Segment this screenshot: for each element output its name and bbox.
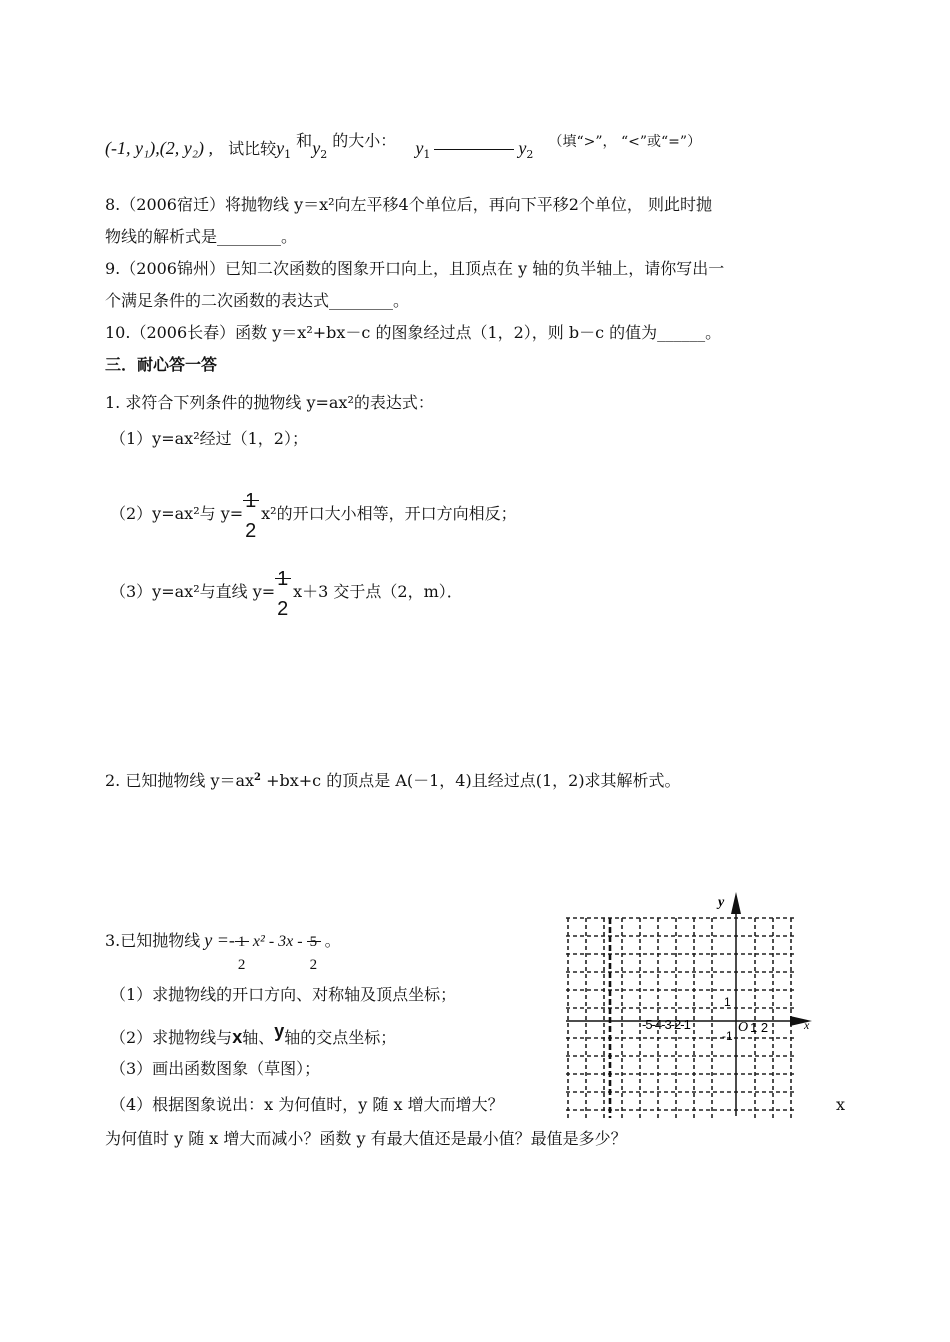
q7-size: 的大小：	[332, 131, 397, 150]
fraction-denominator: 2	[277, 597, 289, 620]
fraction-one-half	[243, 471, 259, 542]
p1-title: 1. 求符合下列条件的抛物线 y=ax²的表达式：	[105, 393, 434, 412]
q7-y2-sub: 2	[320, 148, 328, 161]
p2-post: +bx+c 的顶点是 A(－1，4)且经过点(1，2)求其解析式。	[261, 771, 681, 790]
p3-sub-2	[110, 1020, 396, 1049]
q7-answer-y1-sub: 1	[423, 148, 431, 161]
p3-sub-5: 为何值时 y 随 x 增大而减小？函数 y 有最大值还是最小值？最值是多少？	[105, 1129, 627, 1148]
p1-part-b-post: x²的开口大小相等，开口方向相反；	[261, 504, 517, 523]
p3-eq-lhs: y =-	[204, 930, 235, 950]
p1-part-b	[110, 470, 517, 542]
p3-title-pre: 3.已知抛物线	[105, 931, 201, 950]
y-axis-arrow-icon	[731, 892, 741, 914]
section-heading: 三．耐心答一答	[105, 355, 218, 374]
p3-fraction-2	[307, 920, 321, 973]
p3-sub-2-y: y	[274, 1021, 285, 1041]
p3-sub-2-mid: 轴、	[242, 1028, 275, 1047]
p3-eq-mid: x² - 3x -	[252, 933, 303, 950]
p2-line	[105, 770, 681, 792]
q8-line1: 8.（2006宿迁）将抛物线 y＝x²向左平移4个单位后，再向下平移2个单位， 则此时抛	[105, 195, 712, 214]
fraction-denominator: 2	[245, 519, 257, 542]
q7-compare: 试比较	[228, 139, 277, 158]
q7-y1: y	[276, 138, 285, 158]
p3-eq-end: 。	[324, 931, 341, 950]
p3-title	[105, 918, 341, 973]
q7-and: 和	[296, 131, 313, 150]
p3-sub-1: （1）求抛物线的开口方向、对称轴及顶点坐标；	[110, 985, 457, 1004]
grid-tick-neg-one: -1	[722, 1029, 733, 1043]
p3-f1-den: 2	[237, 956, 246, 973]
p3-sub-2-x: x	[232, 1027, 243, 1047]
q9-line2: 个满足条件的二次函数的表达式________。	[105, 291, 410, 310]
q7-y2: y	[312, 138, 321, 158]
q7-answer-y1: y	[415, 138, 424, 158]
fraction-numerator: 1	[245, 489, 257, 512]
p2-pre: 2. 已知抛物线 y＝ax	[105, 771, 255, 790]
q7-points: (-1, y₁),(2, y₂) ,	[105, 138, 213, 158]
fraction-numerator: 1	[277, 567, 289, 590]
p3-f2-den: 2	[309, 956, 318, 973]
q7-answer-y2-sub: 2	[526, 148, 534, 161]
p3-sub-2-post: 轴的交点坐标；	[284, 1028, 397, 1047]
grid-y-label: y	[718, 895, 725, 910]
grid-negative-ticks: -5-4-3-2-1	[642, 1017, 690, 1032]
q8-line2: 物线的解析式是________。	[105, 227, 298, 246]
p1-part-c	[110, 548, 463, 620]
p1-part-c-post: x＋3 交于点（2，m）．	[293, 582, 463, 601]
q10-line: 10.（2006长春）函数 y＝x²+bx－c 的图象经过点（1，2），则 b－c 的值为______。	[105, 323, 722, 342]
q7-answer-y2: y	[518, 138, 527, 158]
p3-fraction-1	[235, 920, 249, 973]
p3-sub-4-x: x	[836, 1095, 846, 1114]
q7-y1-sub: 1	[284, 148, 292, 161]
q7-answer-blank[interactable]	[434, 137, 514, 150]
p2-exponent: 2	[254, 772, 262, 783]
p3-sub-3: （3）画出函数图象（草图）；	[110, 1059, 321, 1078]
q9-line1: 9.（2006锦州）已知二次函数的图象开口向上，且顶点在 y 轴的负半轴上，请你写出一	[105, 259, 725, 278]
grid-tick-one: 1	[724, 995, 731, 1009]
p3-f2-num: 5	[309, 933, 318, 950]
p1-part-c-pre: （3）y=ax²与直线 y=	[110, 582, 276, 601]
grid-x-label: x	[804, 1018, 810, 1032]
p1-part-b-pre: （2）y=ax²与 y=	[110, 504, 244, 523]
p3-f1-num: 1	[237, 933, 246, 950]
grid-positive-ticks: 1 2	[750, 1020, 769, 1035]
grid-origin: O	[738, 1020, 749, 1035]
fraction-one-half	[275, 549, 291, 620]
p3-sub-2-pre: （2）求抛物线与	[110, 1028, 233, 1047]
p1-part-a: （1）y=ax²经过（1，2）；	[110, 429, 308, 448]
q7-line	[105, 130, 701, 160]
p3-sub-4: （4）根据图象说出：x 为何值时，y 随 x 增大而增大？	[110, 1095, 504, 1114]
q7-fill-hint: （填“>”， “<”或“=”）	[548, 134, 702, 150]
coordinate-grid	[560, 888, 820, 1128]
